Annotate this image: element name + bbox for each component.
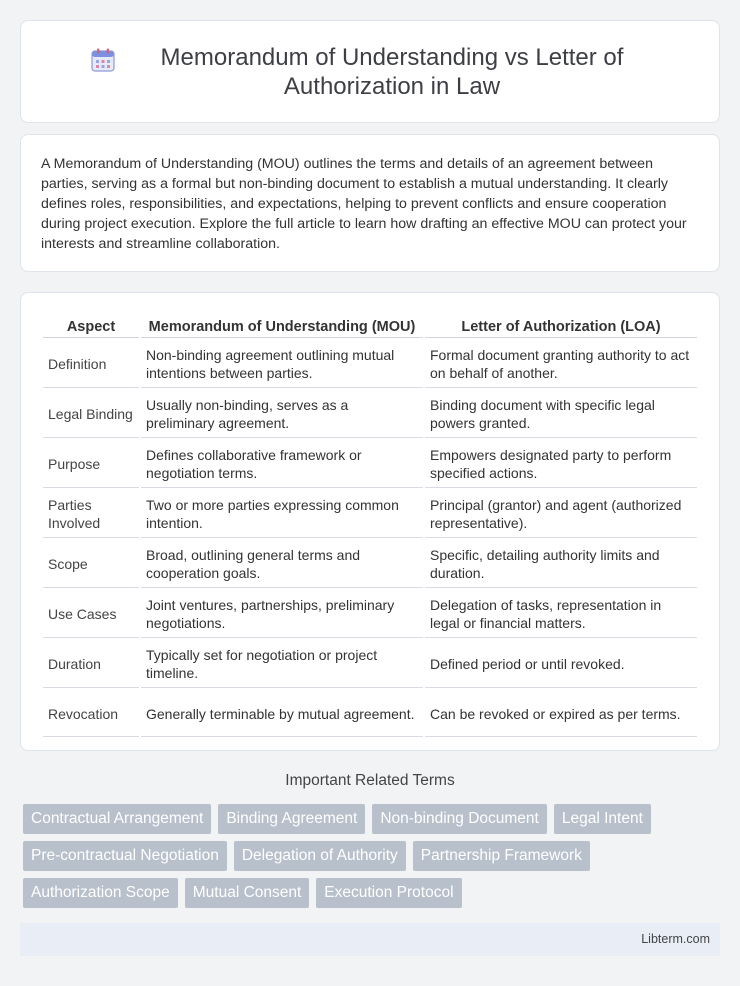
title-wrap	[90, 43, 650, 101]
calendar-icon	[90, 47, 116, 73]
tag-delegation-of-authority[interactable]: Delegation of Authority	[234, 841, 406, 871]
intro-card	[20, 134, 720, 272]
related-terms-tags	[23, 804, 713, 908]
cell-loa: Principal (grantor) and agent (authorized representative).	[425, 490, 697, 538]
page-title: Memorandum of Understanding vs Letter of Authorization in Law	[160, 43, 624, 100]
table-row	[43, 640, 697, 688]
cell-mou: Joint ventures, partnerships, preliminary negotiations.	[141, 590, 423, 638]
table-row	[43, 690, 697, 737]
tag-non-binding-document[interactable]: Non-binding Document	[372, 804, 547, 834]
tag-binding-agreement[interactable]: Binding Agreement	[218, 804, 365, 834]
tag-legal-intent[interactable]: Legal Intent	[554, 804, 651, 834]
cell-aspect: Parties Involved	[43, 490, 139, 538]
cell-mou: Generally terminable by mutual agreement.	[141, 690, 423, 737]
header-loa: Letter of Authorization (LOA)	[425, 315, 697, 338]
table-row	[43, 390, 697, 438]
tag-partnership-framework[interactable]: Partnership Framework	[413, 841, 590, 871]
cell-loa: Defined period or until revoked.	[425, 640, 697, 688]
cell-mou: Defines collaborative framework or negotiation terms.	[141, 440, 423, 488]
cell-loa: Binding document with specific legal powers granted.	[425, 390, 697, 438]
comparison-table	[41, 313, 699, 739]
tag-execution-protocol[interactable]: Execution Protocol	[316, 878, 461, 908]
cell-loa: Formal document granting authority to act on behalf of another.	[425, 340, 697, 388]
cell-loa: Specific, detailing authority limits and duration.	[425, 540, 697, 588]
header-aspect: Aspect	[43, 315, 139, 338]
cell-loa: Empowers designated party to perform specified actions.	[425, 440, 697, 488]
tag-contractual-arrangement[interactable]: Contractual Arrangement	[23, 804, 211, 834]
tag-authorization-scope[interactable]: Authorization Scope	[23, 878, 178, 908]
tag-mutual-consent[interactable]: Mutual Consent	[185, 878, 310, 908]
table-row	[43, 540, 697, 588]
title-card	[20, 20, 720, 123]
table-row	[43, 340, 697, 388]
header-mou: Memorandum of Understanding (MOU)	[141, 315, 423, 338]
comparison-table-card	[20, 292, 720, 751]
tag-pre-contractual-negotiation[interactable]: Pre-contractual Negotiation	[23, 841, 227, 871]
cell-mou: Broad, outlining general terms and cooperation goals.	[141, 540, 423, 588]
table-header-row	[43, 315, 697, 338]
cell-loa: Delegation of tasks, representation in legal or financial matters.	[425, 590, 697, 638]
cell-mou: Two or more parties expressing common intention.	[141, 490, 423, 538]
table-row	[43, 440, 697, 488]
table-row	[43, 590, 697, 638]
cell-aspect: Duration	[43, 640, 139, 688]
cell-aspect: Legal Binding	[43, 390, 139, 438]
table-row	[43, 490, 697, 538]
cell-aspect: Purpose	[43, 440, 139, 488]
cell-aspect: Scope	[43, 540, 139, 588]
related-terms-heading: Important Related Terms	[285, 772, 455, 789]
intro-paragraph: A Memorandum of Understanding (MOU) outlines the terms and details of an agreement between parties, serving as a formal but non-binding document to establish a mutual understanding. It clearly defines roles, responsibilities, and expectations, helping to prevent conflicts and ensure cooperation during project execution. Explore the full article to learn how drafting an effective MOU can protect your interests and streamline collaboration.	[41, 156, 687, 252]
cell-aspect: Revocation	[43, 690, 139, 737]
cell-mou: Typically set for negotiation or project timeline.	[141, 640, 423, 688]
cell-aspect: Use Cases	[43, 590, 139, 638]
cell-aspect: Definition	[43, 340, 139, 388]
footer-site-link[interactable]: Libterm.com	[641, 932, 710, 946]
cell-mou: Usually non-binding, serves as a preliminary agreement.	[141, 390, 423, 438]
cell-mou: Non-binding agreement outlining mutual intentions between parties.	[141, 340, 423, 388]
footer	[20, 923, 720, 956]
cell-loa: Can be revoked or expired as per terms.	[425, 690, 697, 737]
